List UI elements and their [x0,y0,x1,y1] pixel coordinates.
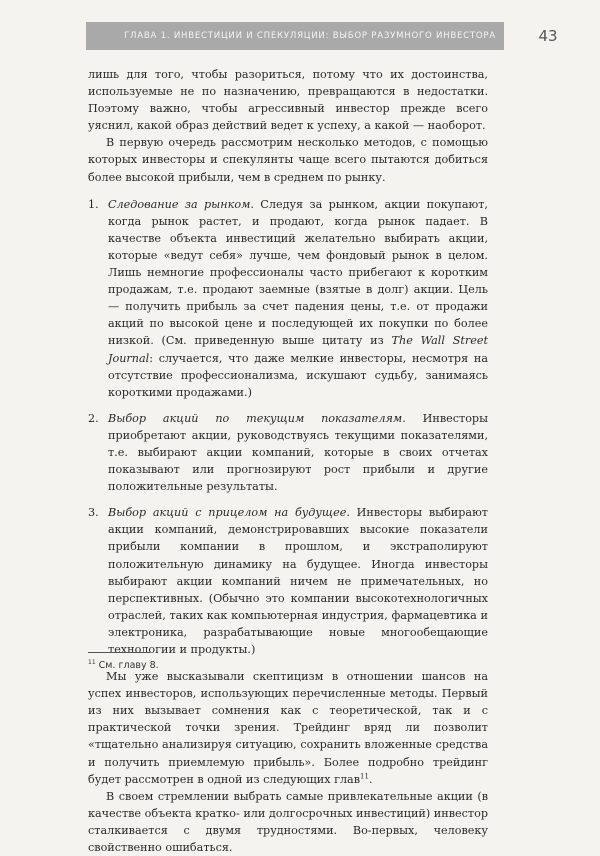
footnote-ref[interactable]: 11 [360,771,369,780]
running-header [86,22,504,50]
list-number: 1. [88,197,99,211]
list-item [88,410,488,495]
list-item-title: Следование за рынком [108,197,251,211]
paragraph-end: . [368,772,373,786]
list-item-text: . Инвесторы выбирают акции компаний, демонстрировавших высокие показатели прибыли компании в прошлом, и экстраполируют положительную динамику на будущее. Иногда инвесторы выбирают акции компаний ничем не примечательных, но перспективных. (Обычно это компании высокотехнологичных отраслей, таких как компьютерная индустрия, фармацевтика и электроника, разрабатывающие новые многообещающие технологии и продукты.) [108,506,488,656]
paragraph-text: Мы уже высказывали скептицизм в отношении шансов на успех инвесторов, использующих перечисленные методы. Первый из них вызывает сомнения как с теоретической, так и с практической точки зрения. Трейдинг вряд ли позволит «тщательно анализируя ситуацию, сохранить вложенные средства и получить приемлемую прибыль». Более подробно трейдинг будет рассмотрен в одной из следующих глав [88,670,488,786]
paragraph: В своем стремлении выбрать самые привлекательные акции (в качестве объекта кратко- или долгосрочных инвестиций) инвестор сталкивается с двумя трудностями. Во-первых, человеку свойственно ошибаться. [88,789,488,855]
list-item-text: . Следуя за рынком, акции покупают, когда рынок растет, и продают, когда рынок падает. В качестве объекта инвестиций желательно выбирать акции, которые «ведут себя» лучше, чем фондовый рынок в целом. Лишь немногие профессионалы часто прибегают к коротким продажам, т.е. продают заемные (взятые в долг) акции. Цель — получить прибыль за счет падения цены, т.е. от продажи акций по высокой цене и последующей их покупки по более низкой. (См. приведенную выше цитату из [108,197,488,348]
paragraph [88,668,488,788]
footnote-divider [88,652,150,653]
page-number: 43 [538,27,558,45]
body-text [88,66,488,856]
list-item-text: . Инвесторы приобретают акции, руководствуясь текущими показателями, т.е. выбирают акции компаний, которые в своих отчетах показывают или прогнозируют рост прибыли и другие положительные результаты. [108,411,488,494]
footnote [88,660,488,671]
footnote-text: См. главу 8. [98,660,159,671]
list-number: 3. [88,506,99,520]
paragraph: В первую очередь рассмотрим несколько методов, с помощью которых инвесторы и спекулянты чаще всего пытаются добиться более высокой прибыли, чем в среднем по рынку. [88,136,488,184]
list-item-title: Выбор акций с прицелом на будущее [108,506,347,520]
list-item-text: : случается, что даже мелкие инвесторы, несмотря на отсутствие профессионализма, искушают судьбу, занимаясь короткими продажами.) [108,351,488,399]
list-item-title: Выбор акций по текущим показателям [108,411,403,425]
chapter-title: ГЛАВА 1. ИНВЕСТИЦИИ И СПЕКУЛЯЦИИ: ВЫБОР РАЗУМНОГО ИНВЕСТОРА [124,31,496,41]
paragraph: лишь для того, чтобы разориться, потому что их достоинства, используемые не по назначению, превращаются в недостатки. Поэтому важно, чтобы агрессивный инвестор прежде всего уяснил, какой образ действий ведет к успеху, а какой — наоборот. [88,68,488,133]
list-item [88,504,488,658]
footnote-mark: 11 [88,658,96,666]
list-item [88,196,488,401]
list-number: 2. [88,411,99,425]
methods-list [88,196,488,658]
source-title: The Wall Street Journal [108,334,489,365]
